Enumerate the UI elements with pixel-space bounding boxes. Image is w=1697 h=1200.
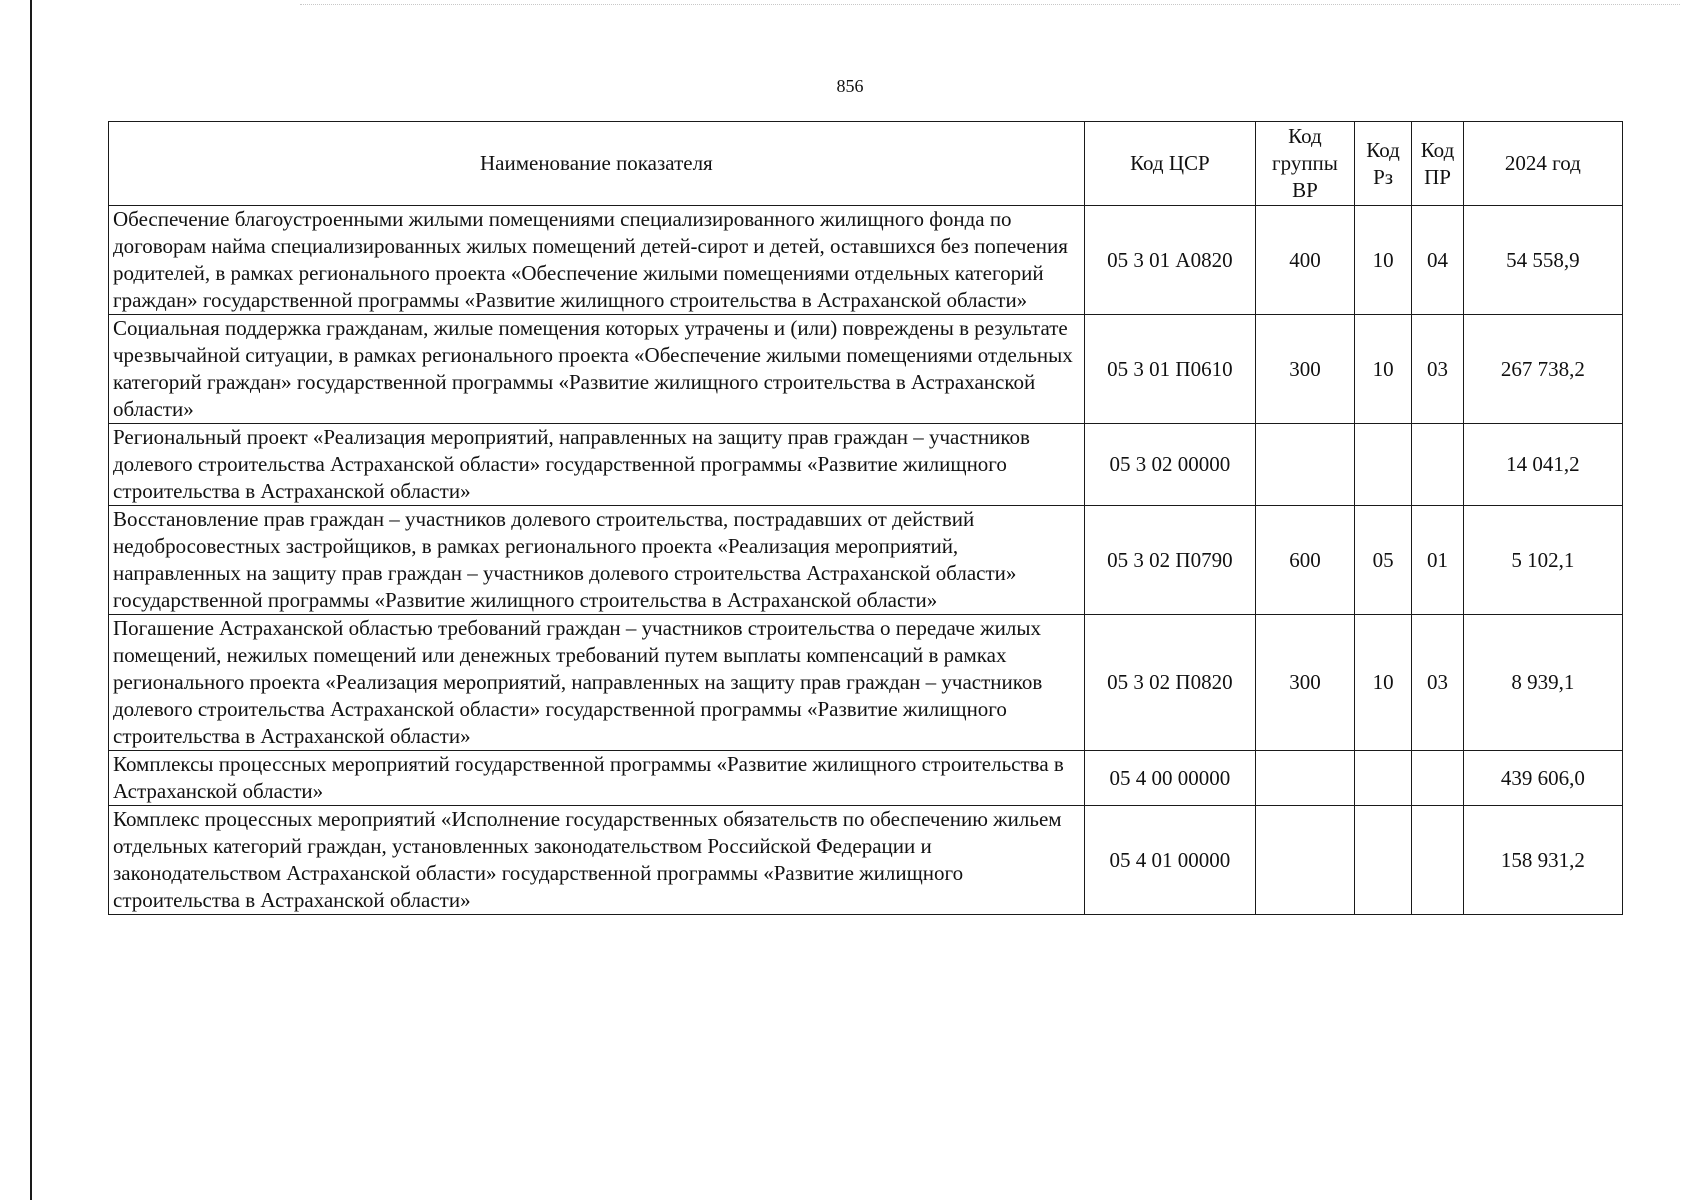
row-amount: 14 041,2	[1463, 424, 1622, 506]
table-row	[109, 424, 1623, 506]
table-row	[109, 615, 1623, 751]
row-csr: 05 4 00 00000	[1084, 751, 1255, 806]
row-rz: 10	[1354, 315, 1411, 424]
row-amount: 54 558,9	[1463, 206, 1622, 315]
row-name: Региональный проект «Реализация мероприятий, направленных на защиту прав граждан – участников долевого строительства Астраханской области» государственной программы «Развитие жилищного строительства в Астраханской области»	[109, 424, 1085, 506]
row-name: Комплексы процессных мероприятий государственной программы «Развитие жилищного строительства в Астраханской области»	[109, 751, 1085, 806]
table-row	[109, 206, 1623, 315]
row-vr: 600	[1256, 506, 1355, 615]
row-csr: 05 3 02 П0820	[1084, 615, 1255, 751]
table-row	[109, 806, 1623, 915]
row-vr	[1256, 424, 1355, 506]
row-amount: 439 606,0	[1463, 751, 1622, 806]
header-vr: Код группы ВР	[1256, 122, 1355, 206]
row-rz	[1354, 806, 1411, 915]
header-year: 2024 год	[1463, 122, 1622, 206]
row-pr	[1412, 806, 1463, 915]
header-name: Наименование показателя	[109, 122, 1085, 206]
table-header-row	[109, 122, 1623, 206]
row-csr: 05 3 01 П0610	[1084, 315, 1255, 424]
scan-artifact	[300, 4, 1680, 6]
row-csr: 05 3 02 00000	[1084, 424, 1255, 506]
row-rz	[1354, 424, 1411, 506]
page-number: 856	[836, 76, 864, 96]
row-name: Восстановление прав граждан – участников долевого строительства, пострадавших от действий недобросовестных застройщиков, в рамках регионального проекта «Реализация мероприятий, направленных на защиту прав граждан – участников долевого строительства Астраханской области» государственной программы «Развитие жилищного строительства в Астраханской области»	[109, 506, 1085, 615]
row-rz: 05	[1354, 506, 1411, 615]
row-amount: 158 931,2	[1463, 806, 1622, 915]
row-csr: 05 3 02 П0790	[1084, 506, 1255, 615]
row-vr	[1256, 751, 1355, 806]
binding-margin-line	[30, 0, 32, 1200]
row-amount: 267 738,2	[1463, 315, 1622, 424]
row-vr	[1256, 806, 1355, 915]
header-pr: Код ПР	[1412, 122, 1463, 206]
table-row	[109, 506, 1623, 615]
budget-table	[108, 121, 1623, 915]
header-csr: Код ЦСР	[1084, 122, 1255, 206]
row-csr: 05 3 01 А0820	[1084, 206, 1255, 315]
row-vr: 400	[1256, 206, 1355, 315]
row-amount: 5 102,1	[1463, 506, 1622, 615]
row-rz: 10	[1354, 206, 1411, 315]
table-row	[109, 751, 1623, 806]
row-name: Погашение Астраханской областью требований граждан – участников строительства о передаче жилых помещений, нежилых помещений или денежных требований путем выплаты компенсаций в рамках регионального проекта «Реализация мероприятий, направленных на защиту прав граждан – участников долевого строительства Астраханской области» государственной программы «Развитие жилищного строительства в Астраханской области»	[109, 615, 1085, 751]
table-row	[109, 315, 1623, 424]
row-vr: 300	[1256, 615, 1355, 751]
row-csr: 05 4 01 00000	[1084, 806, 1255, 915]
row-pr: 01	[1412, 506, 1463, 615]
row-vr: 300	[1256, 315, 1355, 424]
row-pr: 04	[1412, 206, 1463, 315]
row-name: Обеспечение благоустроенными жилыми помещениями специализированного жилищного фонда по договорам найма специализированных жилых помещений детей-сирот и детей, оставшихся без попечения родителей, в рамках регионального проекта «Обеспечение жилыми помещениями отдельных категорий граждан» государственной программы «Развитие жилищного строительства в Астраханской области»	[109, 206, 1085, 315]
row-pr	[1412, 751, 1463, 806]
row-pr	[1412, 424, 1463, 506]
row-rz: 10	[1354, 615, 1411, 751]
header-rz: Код Рз	[1354, 122, 1411, 206]
row-rz	[1354, 751, 1411, 806]
row-pr: 03	[1412, 615, 1463, 751]
row-amount: 8 939,1	[1463, 615, 1622, 751]
row-name: Комплекс процессных мероприятий «Исполнение государственных обязательств по обеспечению жильем отдельных категорий граждан, установленных законодательством Российской Федерации и законодательством Астраханской области» государственной программы «Развитие жилищного строительства в Астраханской области»	[109, 806, 1085, 915]
row-name: Социальная поддержка гражданам, жилые помещения которых утрачены и (или) повреждены в результате чрезвычайной ситуации, в рамках регионального проекта «Обеспечение жилыми помещениями отдельных категорий граждан» государственной программы «Развитие жилищного строительства в Астраханской области»	[109, 315, 1085, 424]
row-pr: 03	[1412, 315, 1463, 424]
